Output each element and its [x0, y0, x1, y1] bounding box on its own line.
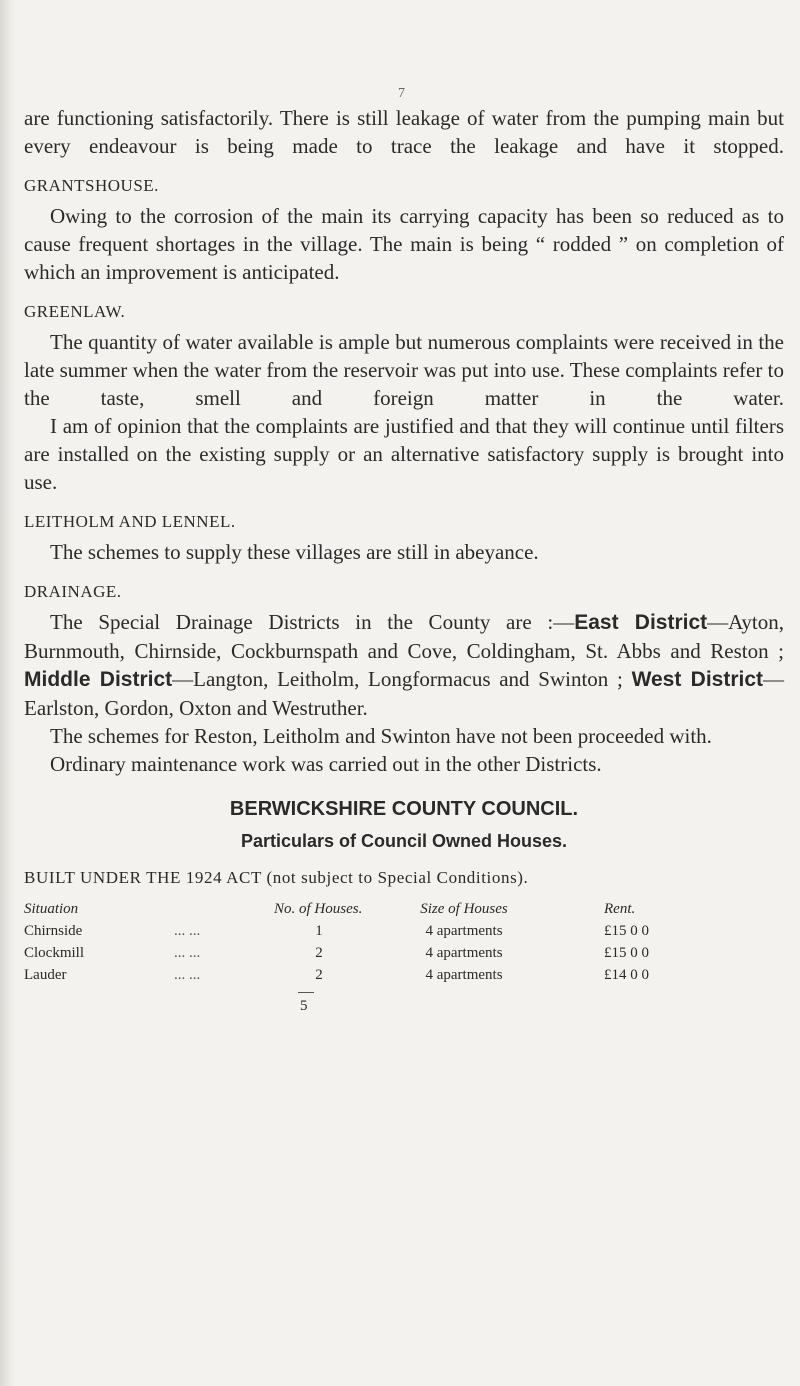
- cell-number: 2: [315, 944, 323, 961]
- middle-district-text: —Langton, Leitholm, Longformacus and Swinton ;: [172, 667, 623, 691]
- total-rule: [298, 992, 314, 993]
- cell-number: 2: [315, 966, 323, 983]
- leader-dots: ... ...: [174, 944, 201, 961]
- total-houses: 5: [300, 998, 308, 1014]
- paragraph-intro: are functioning satisfactorily. There is still leakage of water from the pumping main but every endeavour is being made to trace the leakage and have it stopped.: [24, 106, 784, 158]
- cell-situation: Clockmill: [24, 944, 84, 961]
- paragraph-reston-schemes: The schemes for Reston, Leitholm and Swinton have not been proceeded with.: [50, 724, 712, 748]
- paragraph-ordinary-maintenance: Ordinary maintenance work was carried out in the other Districts.: [50, 752, 602, 776]
- paragraph-greenlaw-1: The quantity of water available is ample but numerous complaints were received in the late summer when the water from the reservoir was put into use. These complaints refer to the taste, smell and foreign matter in the water.: [24, 330, 784, 410]
- table-row: [24, 942, 784, 964]
- cell-rent: £15 0 0: [604, 922, 649, 939]
- header-rent: Rent.: [604, 900, 636, 917]
- houses-total: [24, 986, 784, 1026]
- heading-greenlaw: GREENLAW.: [24, 302, 126, 321]
- east-district-label: East District: [574, 611, 708, 634]
- drainage-intro: The Special Drainage Districts in the County are :—: [50, 610, 575, 634]
- middle-district-label: Middle District: [24, 668, 173, 691]
- cell-size: 4 apartments: [425, 966, 503, 983]
- heading-leitholm-lennel: LEITHOLM AND LENNEL.: [24, 512, 236, 531]
- cell-size: 4 apartments: [425, 944, 503, 961]
- built-under-act: BUILT UNDER THE 1924 ACT (not subject to Special Conditions).: [24, 868, 529, 887]
- council-title: BERWICKSHIRE COUNTY COUNCIL.: [229, 798, 579, 820]
- table-row: [24, 920, 784, 942]
- table-row: [24, 964, 784, 986]
- cell-situation: Chirnside: [24, 922, 83, 939]
- table-header-row: [24, 898, 784, 920]
- page-edge-shadow: [0, 0, 16, 1386]
- cell-size: 4 apartments: [425, 922, 503, 939]
- west-district-text: —Earlston, Gordon, Oxton and Westruther.: [24, 667, 785, 720]
- cell-situation: Lauder: [24, 966, 67, 983]
- paragraph-grantshouse: Owing to the corrosion of the main its carrying capacity has been so reduced as to cause frequent shortages in the village. The main is being “ rodded ” on completion of which an improvement is anticipated.: [24, 204, 784, 284]
- east-district-text: —Ayton, Burnmouth, Chirnside, Cockburnspath and Cove, Coldingham, St. Abbs and Reston ;: [24, 610, 784, 663]
- header-number-of-houses: No. of Houses.: [274, 900, 363, 917]
- cell-rent: £15 0 0: [604, 944, 649, 961]
- council-houses-table: [24, 898, 784, 986]
- header-size-of-houses: Size of Houses: [420, 900, 508, 917]
- page-folio: 7: [398, 86, 405, 101]
- leader-dots: ... ...: [174, 922, 201, 939]
- west-district-label: West District: [631, 668, 764, 691]
- paragraph-greenlaw-2: I am of opinion that the complaints are justified and that they will continue until filters are installed on the existing supply or an alternative satisfactory supply is brought into use.: [24, 414, 784, 494]
- paragraph-leitholm-lennel: The schemes to supply these villages are still in abeyance.: [50, 540, 539, 564]
- header-situation: Situation: [24, 900, 79, 917]
- paragraph-drainage-districts: [24, 608, 784, 722]
- heading-drainage: DRAINAGE.: [24, 582, 122, 601]
- council-subtitle: Particulars of Council Owned Houses.: [240, 831, 568, 851]
- heading-grantshouse: GRANTSHOUSE.: [24, 176, 159, 195]
- leader-dots: ... ...: [174, 966, 201, 983]
- cell-number: 1: [315, 922, 323, 939]
- cell-rent: £14 0 0: [604, 966, 649, 983]
- document-body: [24, 104, 784, 1026]
